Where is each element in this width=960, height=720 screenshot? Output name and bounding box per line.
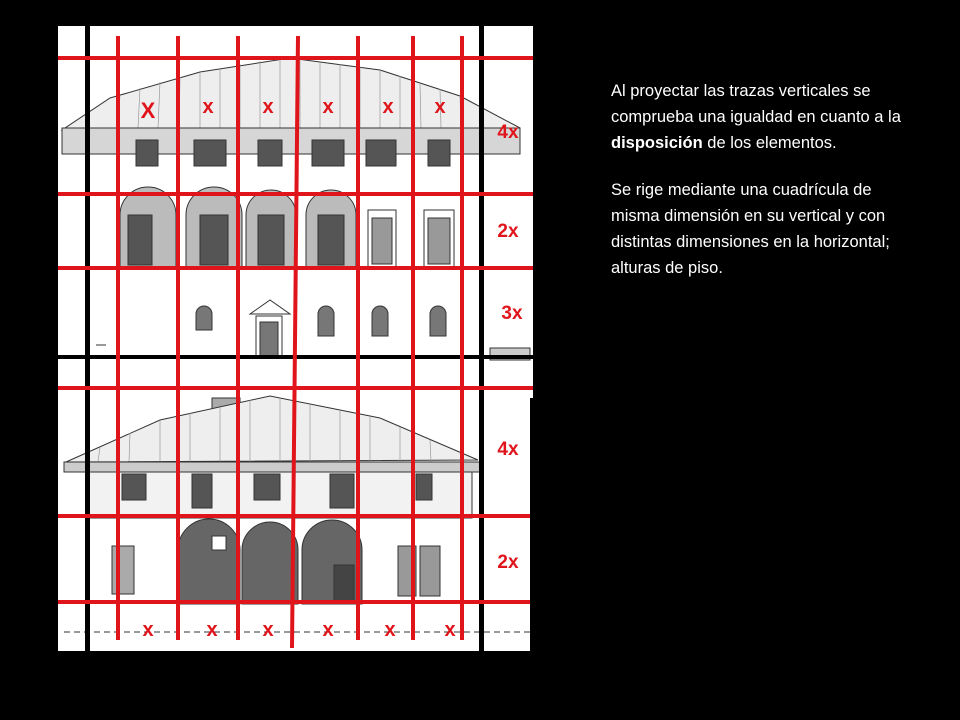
paragraph1-before: Al proyectar las trazas verticales se comprueba una igualdad en cuanto a la [611, 82, 901, 126]
explanation-text [611, 78, 901, 302]
top-label-x-4: x [322, 96, 334, 118]
label-lower-2x: 2x [497, 552, 519, 573]
explanation-paragraph-1 [611, 78, 901, 156]
paragraph1-bold: disposición [611, 134, 703, 152]
top-label-x-5: x [382, 96, 394, 118]
bottom-label-x-5: x [384, 619, 396, 641]
explanation-paragraph-2: Se rige mediante una cuadrícula de misma dimensión en su vertical y con distintas dimensiones en la horizontal; alturas de piso. [611, 181, 890, 277]
lower-cornice [64, 462, 480, 472]
bottom-label-x-6: x [444, 619, 456, 641]
label-upper-3x: 3x [501, 303, 523, 324]
bottom-label-x-4: x [322, 619, 334, 641]
bottom-label-x-1: x [142, 619, 154, 641]
top-label-x-1: X [140, 98, 156, 123]
top-label-x-2: x [202, 96, 214, 118]
label-upper-4x: 4x [497, 122, 519, 143]
bottom-label-x-2: x [206, 619, 218, 641]
paragraph1-after: de los elementos. [702, 134, 837, 152]
top-label-x-3: x [262, 96, 274, 118]
label-upper-2x: 2x [497, 221, 519, 242]
top-label-x-6: x [434, 96, 446, 118]
label-lower-4x: 4x [497, 439, 519, 460]
bottom-label-x-3: x [262, 619, 274, 641]
upper-cornice [62, 128, 520, 154]
